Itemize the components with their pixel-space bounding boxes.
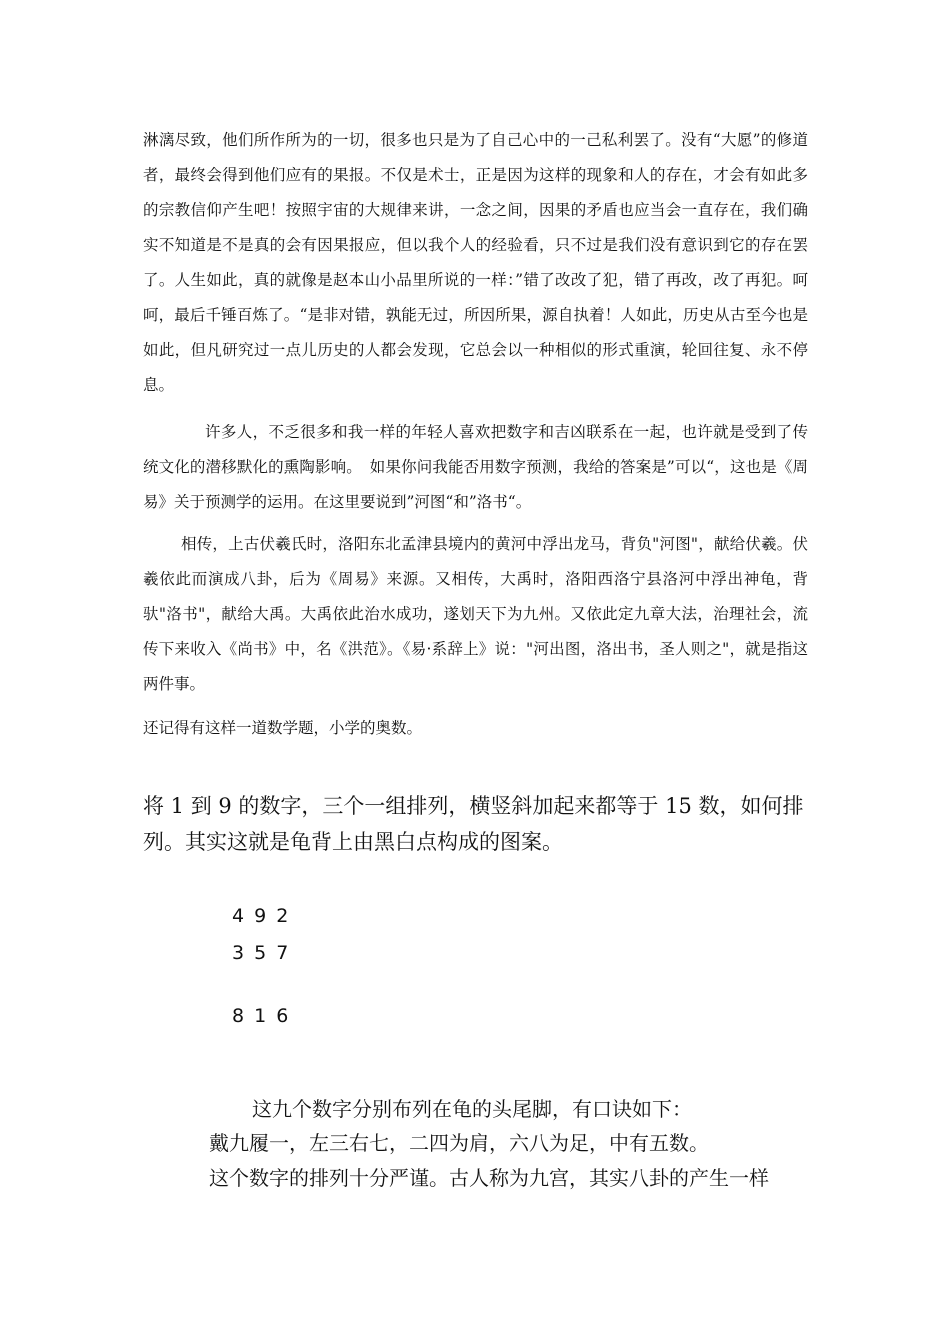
magic-square-row-1: 4 9 2 xyxy=(232,905,291,927)
verse-intro: 这九个数字分别布列在龟的头尾脚，有口诀如下： xyxy=(252,1097,692,1121)
verse-nine-palaces: 这个数字的排列十分严谨。古人称为九宫，其实八卦的产生一样 xyxy=(209,1166,769,1190)
magic-square-row-2: 3 5 7 xyxy=(232,942,291,964)
paragraph-math-question: 还记得有这样一道数学题，小学的奥数。 xyxy=(143,719,423,737)
paragraph-numbers-fortune: 许多人，不乏很多和我一样的年轻人喜欢把数字和吉凶联系在一起，也许就是受到了传统文化的潜移默化的熏陶影响。 如果你问我能否用数字预测，我给的答案是”可以“，这也是《周易》关于预测学的运用。在这里要说到”河图“和”洛书“。 xyxy=(143,423,808,511)
verse-mnemonic: 戴九履一，左三右七，二四为肩，六八为足，中有五数。 xyxy=(209,1131,709,1155)
paragraph-karma: 淋漓尽致，他们所作所为的一切，很多也只是为了自己心中的一己私利罢了。没有“大愿”的修道者，最终会得到他们应有的果报。不仅是术士，正是因为这样的现象和人的存在，才会有如此多的宗教信仰产生吧！按照宇宙的大规律来讲，一念之间，因果的矛盾也应当会一直存在，我们确实不知道是不是真的会有因果报应，但以我个人的经验看，只不过是我们没有意识到它的存在罢了。人生如此，真的就像是赵本山小品里所说的一样：”错了改改了犯，错了再改，改了再犯。呵呵，最后千锤百炼了。“是非对错，孰能无过，所因所果，源自执着！人如此，历史从古至今也是如此，但凡研究过一点儿历史的人都会发现，它总会以一种相似的形式重演，轮回往复、永不停息。 xyxy=(143,131,808,394)
paragraph-hetu-luoshu: 相传，上古伏羲氏时，洛阳东北孟津县境内的黄河中浮出龙马，背负"河图"，献给伏羲。伏羲依此而演成八卦，后为《周易》来源。又相传，大禹时，洛阳西洛宁县洛河中浮出神龟，背驮"洛书"，献给大禹。大禹依此治水成功，遂划天下为九州。又依此定九章大法，治理社会，流传下来收入《尚书》中，名《洪范》。《易·系辞上》说："河出图，洛出书，圣人则之"，就是指这两件事。 xyxy=(143,535,808,693)
magic-square-row-3: 8 1 6 xyxy=(232,1005,291,1027)
paragraph-magic-square-intro: 将 1 到 9 的数字，三个一组排列，横竖斜加起来都等于 15 数，如何排列。其实这就是龟背上由黑白点构成的图案。 xyxy=(143,794,804,854)
